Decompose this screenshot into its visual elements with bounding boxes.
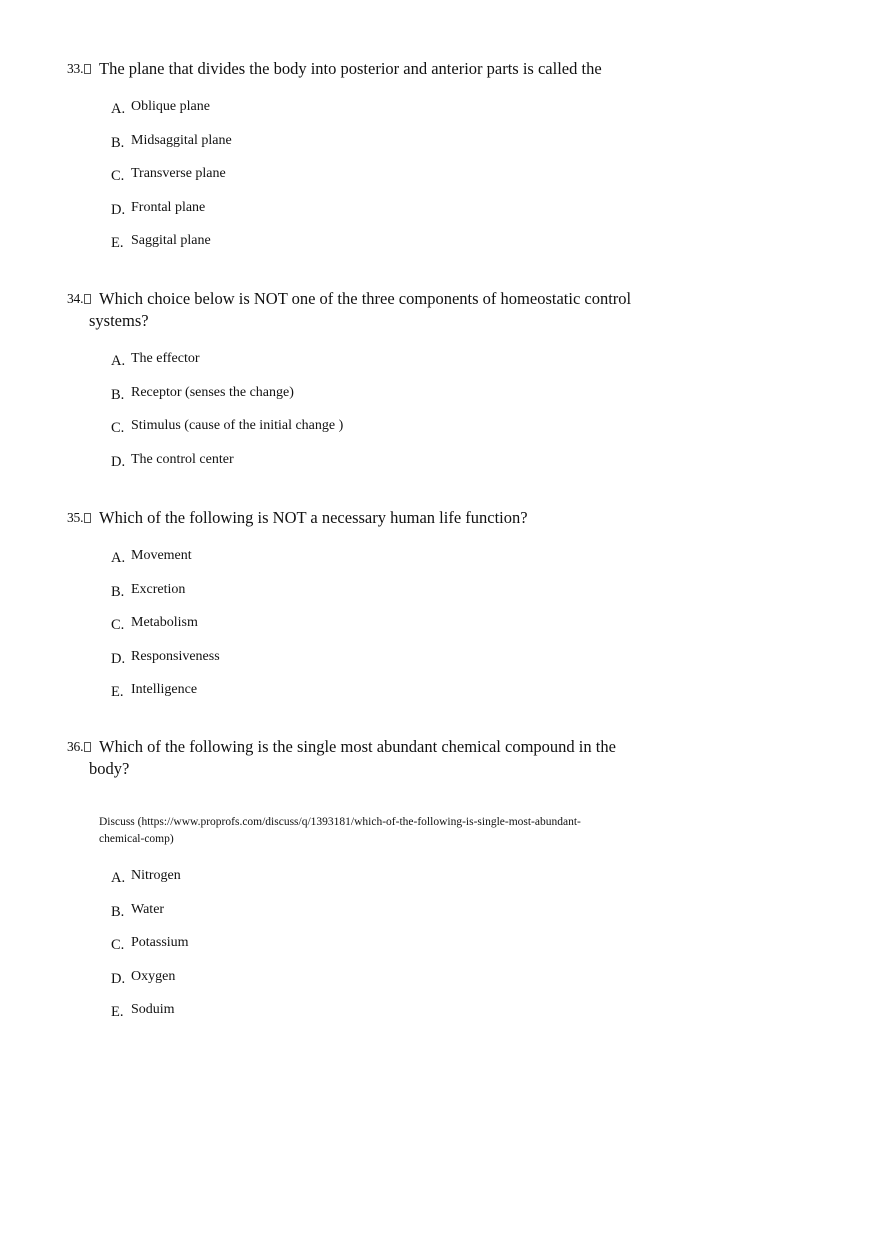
option-letter: B. [111, 134, 125, 151]
option-letter: A. [111, 353, 126, 369]
option-letter: D. [111, 970, 126, 987]
option-text: Midsaggital plane [131, 132, 232, 148]
option-text: Responsiveness [131, 648, 220, 664]
option-b[interactable] [0, 384, 880, 418]
question-text-line: Which choice below is NOT one of the three components of homeostatic control [99, 289, 632, 308]
option-text: Movement [131, 548, 192, 563]
option-text: Soduim [131, 1002, 175, 1017]
option-b[interactable] [0, 901, 880, 935]
option-a[interactable] [0, 350, 880, 384]
option-b[interactable] [0, 132, 880, 166]
question-text-line: systems? [89, 311, 149, 330]
options-list [0, 547, 880, 715]
option-letter: E. [111, 235, 124, 251]
option-letter: B. [111, 903, 125, 920]
discuss-link-line: chemical-comp) [99, 833, 174, 845]
option-letter: E. [111, 1004, 124, 1020]
option-letter: D. [111, 453, 126, 470]
option-text: Saggital plane [131, 233, 211, 248]
question-header [0, 507, 669, 529]
checkbox-glyph-icon [84, 742, 91, 752]
question-header [0, 58, 669, 80]
option-letter: C. [111, 420, 125, 436]
option-letter: C. [111, 937, 125, 953]
option-c[interactable] [0, 614, 880, 648]
checkbox-glyph-icon [84, 64, 91, 74]
option-text: Metabolism [131, 615, 198, 630]
option-b[interactable] [0, 581, 880, 615]
options-list [0, 350, 880, 484]
option-text: Excretion [131, 581, 186, 597]
question-33 [0, 58, 880, 266]
options-list [0, 867, 880, 1035]
option-c[interactable] [0, 417, 880, 451]
discuss-link-line: Discuss (https://www.proprofs.com/discuss/q/1393181/which-of-the-following-is-single-most-abundant- [99, 816, 581, 828]
option-letter: A. [111, 870, 126, 886]
option-e[interactable] [0, 1001, 880, 1035]
option-letter: B. [111, 386, 125, 403]
question-number: 36. [67, 736, 91, 758]
option-text: Oxygen [131, 968, 176, 984]
option-letter: A. [111, 550, 126, 566]
question-number: 33. [67, 58, 91, 80]
option-d[interactable] [0, 968, 880, 1002]
question-number: 34. [67, 288, 91, 310]
checkbox-glyph-icon [84, 294, 91, 304]
option-text: Nitrogen [131, 868, 181, 883]
option-letter: E. [111, 684, 124, 700]
option-text: The effector [131, 351, 200, 366]
question-number: 35. [67, 507, 91, 529]
option-text: Stimulus (cause of the initial change ) [131, 418, 344, 433]
option-text: Intelligence [131, 682, 198, 697]
option-letter: A. [111, 101, 126, 117]
option-text: Frontal plane [131, 199, 206, 215]
option-text: The control center [131, 451, 234, 467]
option-letter: D. [111, 201, 126, 218]
option-text: Receptor (senses the change) [131, 384, 294, 400]
checkbox-glyph-icon [84, 513, 91, 523]
question-34 [0, 288, 880, 484]
options-list [0, 98, 880, 266]
question-header [0, 736, 669, 780]
option-a[interactable] [0, 547, 880, 581]
option-e[interactable] [0, 681, 880, 715]
option-e[interactable] [0, 232, 880, 266]
option-a[interactable] [0, 98, 880, 132]
option-text: Potassium [131, 935, 189, 950]
option-text: Water [131, 901, 165, 917]
option-letter: C. [111, 168, 125, 184]
question-text: Which of the following is NOT a necessary human life function? [99, 508, 528, 527]
option-c[interactable] [0, 934, 880, 968]
option-a[interactable] [0, 867, 880, 901]
question-text-line: Which of the following is the single most abundant chemical compound in the [99, 737, 616, 756]
option-text: Transverse plane [131, 166, 226, 181]
question-35 [0, 507, 880, 715]
question-36 [0, 736, 880, 1035]
option-letter: D. [111, 650, 126, 667]
option-letter: B. [111, 583, 125, 600]
option-d[interactable] [0, 199, 880, 233]
option-d[interactable] [0, 451, 880, 485]
question-text-line: body? [89, 759, 130, 778]
question-text: The plane that divides the body into posterior and anterior parts is called the [99, 59, 602, 78]
option-d[interactable] [0, 648, 880, 682]
option-letter: C. [111, 617, 125, 633]
question-header [0, 288, 669, 332]
option-c[interactable] [0, 165, 880, 199]
option-text: Oblique plane [131, 99, 210, 114]
discuss-link[interactable] [99, 814, 659, 848]
